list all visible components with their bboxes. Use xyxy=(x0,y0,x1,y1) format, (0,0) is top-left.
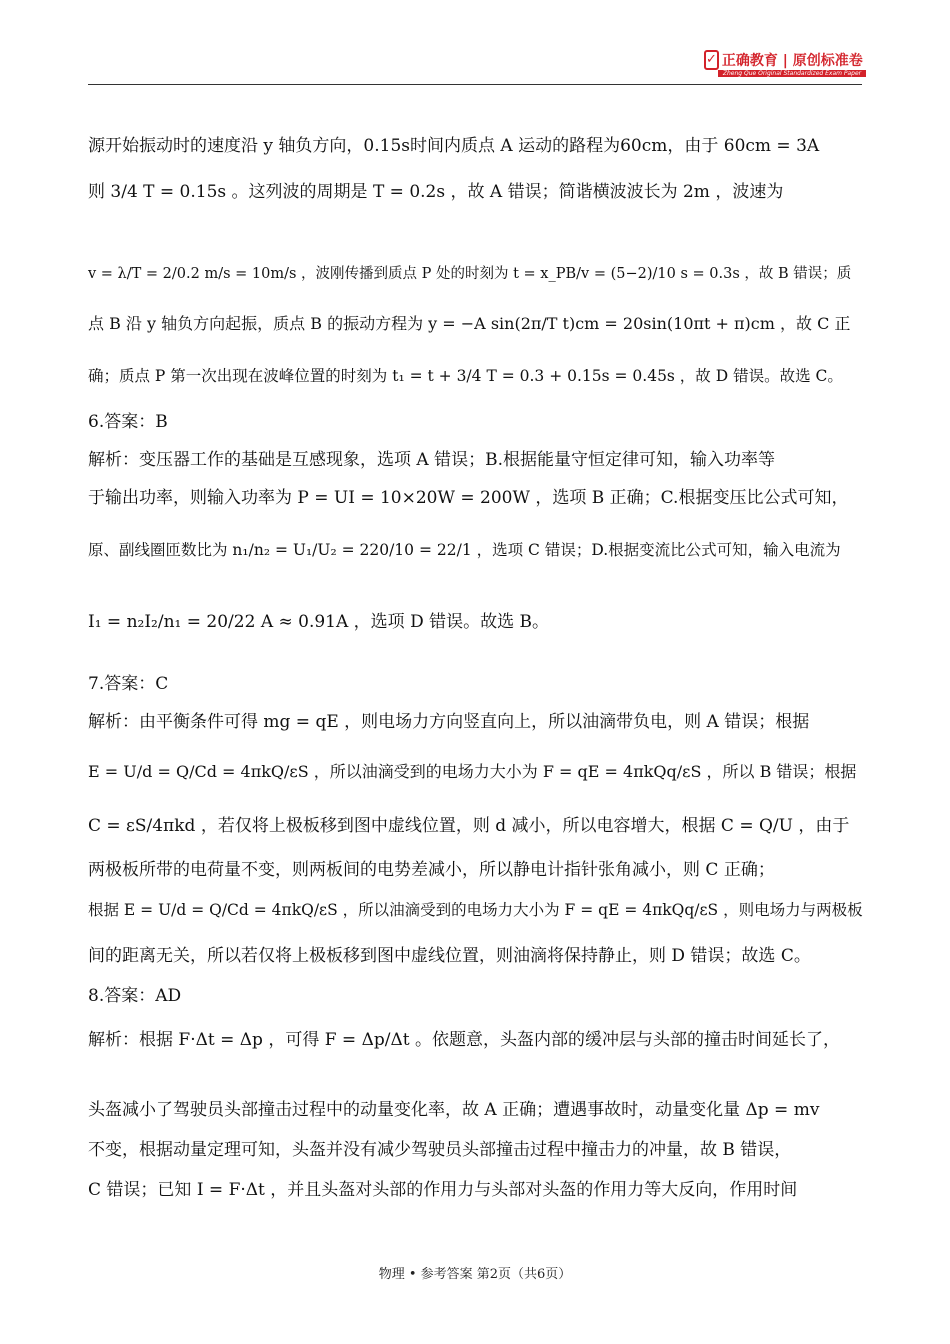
text-line: 解析：由平衡条件可得 mg = qE ，则电场力方向竖直向上，所以油滴带负电，则 A 错误；根据 xyxy=(88,712,810,732)
text-line: I₁ = n₂I₂/n₁ = 20/22 A ≈ 0.91A ，选项 D 错误。故选 B。 xyxy=(88,612,550,632)
text-line: 头盔减小了驾驶员头部撞击过程中的动量变化率，故 A 正确；遭遇事故时，动量变化量 Δp = mv xyxy=(88,1100,820,1120)
text-line: 原、副线圈匝数比为 n₁/n₂ = U₁/U₂ = 220/10 = 22/1 ，选项 C 错误；D.根据变流比公式可知，输入电流为 xyxy=(88,541,841,559)
brand-logo xyxy=(704,50,863,78)
text-line: 解析：根据 F·Δt = Δp ，可得 F = Δp/Δt 。依题意，头盔内部的缓冲层与头部的撞击时间延长了， xyxy=(88,1030,840,1050)
text-line: 不变，根据动量定理可知，头盔并没有减少驾驶员头部撞击过程中撞击力的冲量，故 B 错误， xyxy=(88,1140,792,1160)
text-line: 确；质点 P 第一次出现在波峰位置的时刻为 t₁ = t + 3/4 T = 0.3 + 0.15s = 0.45s ，故 D 错误。故选 C。 xyxy=(88,367,843,385)
header-divider xyxy=(88,84,862,85)
text-line: 间的距离无关，所以若仅将上极板移到图中虚线位置，则油滴将保持静止，则 D 错误；故选 C。 xyxy=(88,946,811,966)
page-footer: 物理 • 参考答案 第2页（共6页） xyxy=(378,1267,572,1282)
checkmark-icon: ✓ xyxy=(704,50,719,70)
text-line: C = εS/4πkd ，若仅将上极板移到图中虚线位置，则 d 减小，所以电容增大，根据 C = Q/U ，由于 xyxy=(88,816,850,836)
section-heading: 7.答案：C xyxy=(88,674,169,694)
text-line: C 错误；已知 I = F·Δt ，并且头盔对头部的作用力与头部对头盔的作用力等大反向，作用时间 xyxy=(88,1180,798,1200)
text-line: 点 B 沿 y 轴负方向起振，质点 B 的振动方程为 y = −A sin(2π/T t)cm = 20sin(10πt + π)cm ，故 C 正 xyxy=(88,314,851,333)
section-heading: 6.答案：B xyxy=(88,412,168,432)
logo-title: 正确教育 | 原创标准卷 xyxy=(721,52,863,69)
text-line: 则 3/4 T = 0.15s 。这列波的周期是 T = 0.2s ，故 A 错误；简谐横波波长为 2m ，波速为 xyxy=(88,182,784,202)
text-line: 解析：变压器工作的基础是互感现象，选项 A 错误；B.根据能量守恒定律可知，输入功率等 xyxy=(88,450,775,470)
text-line: 根据 E = U/d = Q/Cd = 4πkQ/εS ，所以油滴受到的电场力大小为 F = qE = 4πkQq/εS ，则电场力与两极板 xyxy=(88,901,863,919)
text-line: v = λ/T = 2/0.2 m/s = 10m/s ，波刚传播到质点 P 处的时刻为 t = x_PB/v = (5−2)/10 s = 0.3s ，故 B 错误；质 xyxy=(88,266,852,282)
logo-subtitle: Zheng Que Original Standardized Exam Paper xyxy=(718,70,866,77)
text-line: 两极板所带的电荷量不变，则两板间的电势差减小，所以静电计指针张角减小，则 C 正确； xyxy=(88,860,775,880)
text-line: 于输出功率，则输入功率为 P = UI = 10×20W = 200W ，选项 B 正确；C.根据变压比公式可知， xyxy=(88,488,849,508)
section-heading: 8.答案：AD xyxy=(88,986,182,1006)
text-line: 源开始振动时的速度沿 y 轴负方向，0.15s时间内质点 A 运动的路程为60cm，由于 60cm = 3A xyxy=(88,136,820,156)
text-line: E = U/d = Q/Cd = 4πkQ/εS ，所以油滴受到的电场力大小为 F = qE = 4πkQq/εS ，所以 B 错误；根据 xyxy=(88,762,857,781)
